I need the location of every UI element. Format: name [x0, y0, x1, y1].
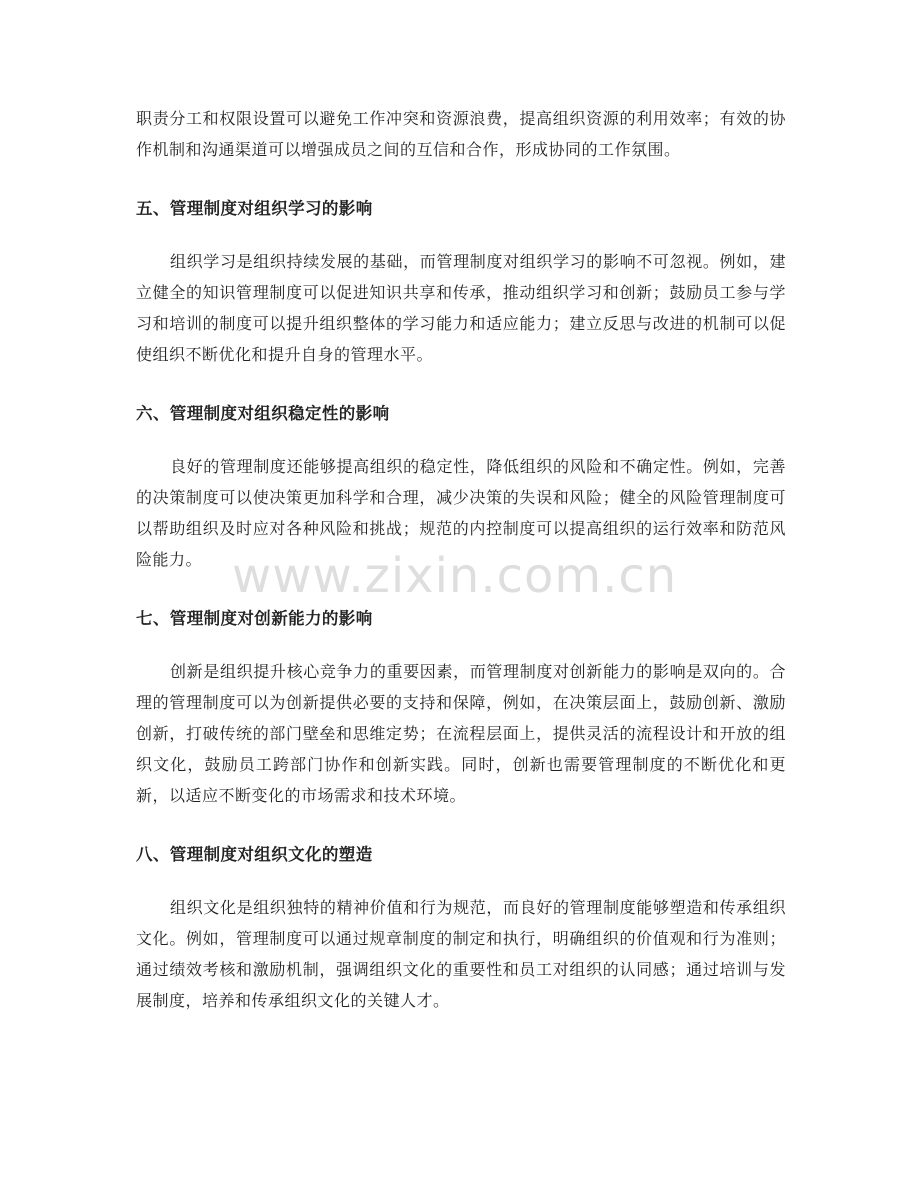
section-6-heading: 六、管理制度对组织稳定性的影响 [136, 404, 390, 423]
section-5-heading: 五、管理制度对组织学习的影响 [136, 199, 373, 218]
section-6-paragraph: 良好的管理制度还能够提高组织的稳定性，降低组织的风险和不确定性。例如，完善的决策制度可以使决策更加科学和合理，减少决策的失误和风险；健全的风险管理制度可以帮助组织及时应对各种风险和挑战；规范的内控制度可以提高组织的运行效率和防范风险能力。 [136, 457, 786, 569]
watermark: www.zixin.com.cn [232, 548, 678, 604]
section-8-heading: 八、管理制度对组织文化的塑造 [136, 845, 373, 864]
document-body [136, 103, 786, 1016]
section-5-paragraph: 组织学习是组织持续发展的基础，而管理制度对组织学习的影响不可忽视。例如，建立健全的知识管理制度可以促进知识共享和传承，推动组织学习和创新；鼓励员工参与学习和培训的制度可以提升组织整体的学习能力和适应能力；建立反思与改进的机制可以促使组织不断优化和提升自身的管理水平。 [136, 252, 786, 364]
section-7-paragraph: 创新是组织提升核心竞争力的重要因素，而管理制度对创新能力的影响是双向的。合理的管理制度可以为创新提供必要的支持和保障，例如，在决策层面上，鼓励创新、激励创新，打破传统的部门壁垒和思维定势；在流程层面上，提供灵活的流程设计和开放的组织文化，鼓励员工跨部门协作和创新实践。同时，创新也需要管理制度的不断优化和更新，以适应不断变化的市场需求和技术环境。 [136, 662, 786, 805]
intro-paragraph: 职责分工和权限设置可以避免工作冲突和资源浪费，提高组织资源的利用效率；有效的协作机制和沟通渠道可以增强成员之间的互信和合作，形成协同的工作氛围。 [136, 109, 786, 159]
section-7-heading: 七、管理制度对创新能力的影响 [136, 609, 373, 628]
section-8-paragraph: 组织文化是组织独特的精神价值和行为规范，而良好的管理制度能够塑造和传承组织文化。例如，管理制度可以通过规章制度的制定和执行，明确组织的价值观和行为准则；通过绩效考核和激励机制，强调组织文化的重要性和员工对组织的认同感；通过培训与发展制度，培养和传承组织文化的关键人才。 [136, 898, 786, 1010]
